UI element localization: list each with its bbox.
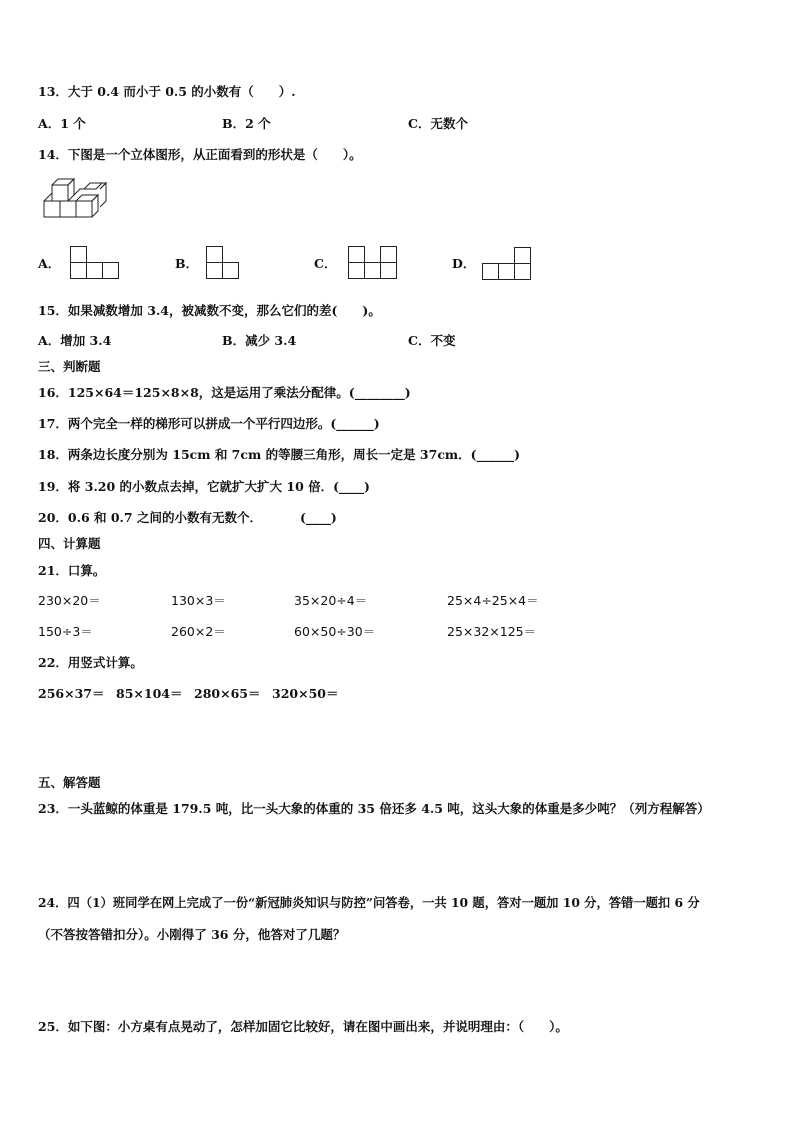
calc-2-4: 25×32×125＝ <box>447 624 537 639</box>
q15-option-c[interactable]: C．不变 <box>408 333 456 348</box>
calc-2-2: 260×2＝ <box>171 624 226 639</box>
cube-top-front <box>52 185 68 201</box>
q14-option-d[interactable]: D． <box>452 256 476 271</box>
calc-2-3: 60×50÷30＝ <box>294 624 376 639</box>
calc-1-3: 35×20÷4＝ <box>294 593 368 608</box>
section-5-title: 五、解答题 <box>38 775 101 790</box>
q14-option-b[interactable]: B． <box>175 256 199 271</box>
q22-stem: 22．用竖式计算。 <box>38 655 143 670</box>
option-d-figure <box>482 246 534 282</box>
calc-1-1: 230×20＝ <box>38 593 101 608</box>
solid-figure <box>44 177 108 225</box>
q13-option-a[interactable]: A．1 个 <box>38 116 86 131</box>
q15-option-a[interactable]: A．增加 3.4 <box>38 333 112 348</box>
q13-option-c[interactable]: C．无数个 <box>408 116 468 131</box>
option-b-figure <box>206 246 242 280</box>
q14-option-a[interactable]: A． <box>38 256 61 271</box>
q13-option-b[interactable]: B．2 个 <box>222 116 271 131</box>
calc-1-2: 130×3＝ <box>171 593 226 608</box>
cube-bottom-1 <box>44 201 60 217</box>
q24-line-2: （不答按答错扣分）。小刚得了 36 分，他答对了几题？ <box>38 927 346 942</box>
vertical-calc-3: 280×65＝ <box>194 686 261 701</box>
q18-text: 18．两条边长度分别为 15cm 和 7cm 的等腰三角形，周长一定是 37cm．(______) <box>38 447 520 462</box>
q14-stem: 14．下图是一个立体图形，从正面看到的形状是（ ）。 <box>38 147 362 162</box>
q25-text: 25．如下图：小方桌有点晃动了，怎样加固它比较好，请在图中画出来，并说明理由：（ ）。 <box>38 1019 568 1034</box>
section-4-title: 四、计算题 <box>38 536 101 551</box>
q15-stem: 15．如果减数增加 3.4，被减数不变，那么它们的差( )。 <box>38 303 381 318</box>
q23-text: 23．一头蓝鲸的体重是 179.5 吨，比一头大象的体重的 35 倍还多 4.5 吨，这头大象的体重是多少吨？（列方程解答） <box>38 801 710 816</box>
section-3-title: 三、判断题 <box>38 359 101 374</box>
vertical-calc-2: 85×104＝ <box>116 686 183 701</box>
q21-stem: 21．口算。 <box>38 563 106 578</box>
q20-blank[interactable]: (____) <box>300 510 337 525</box>
q17-text: 17．两个完全一样的梯形可以拼成一个平行四边形。(______) <box>38 416 380 431</box>
cube-top-side <box>68 179 74 201</box>
cube-back-side <box>100 183 106 207</box>
option-c-figure <box>348 246 400 280</box>
q16-text: 16．125×64＝125×8×8，这是运用了乘法分配律。(________) <box>38 385 411 400</box>
q20-text: 20．0.6 和 0.7 之间的小数有无数个． <box>38 510 262 525</box>
cube-bottom-3 <box>76 201 92 217</box>
option-a-figure <box>70 246 122 280</box>
vertical-calc-1: 256×37＝ <box>38 686 105 701</box>
q15-option-b[interactable]: B．减少 3.4 <box>222 333 297 348</box>
cube-bottom-edge1 <box>44 193 52 201</box>
q14-option-c[interactable]: C． <box>314 256 337 271</box>
cube-bottom-side3 <box>92 195 98 217</box>
cube-bottom-2 <box>60 201 76 217</box>
q13-stem: 13．大于 0.4 而小于 0.5 的小数有（ ）. <box>38 84 296 99</box>
q19-text: 19．将 3.20 的小数点去掉，它就扩大扩大 10 倍．(____) <box>38 479 370 494</box>
calc-2-1: 150÷3＝ <box>38 624 93 639</box>
calc-1-4: 25×4÷25×4＝ <box>447 593 539 608</box>
q24-line-1: 24．四（1）班同学在网上完成了一份“新冠肺炎知识与防控”问答卷，一共 10 题，答对一题加 10 分，答错一题扣 6 分 <box>38 895 700 910</box>
vertical-calc-4: 320×50＝ <box>272 686 339 701</box>
